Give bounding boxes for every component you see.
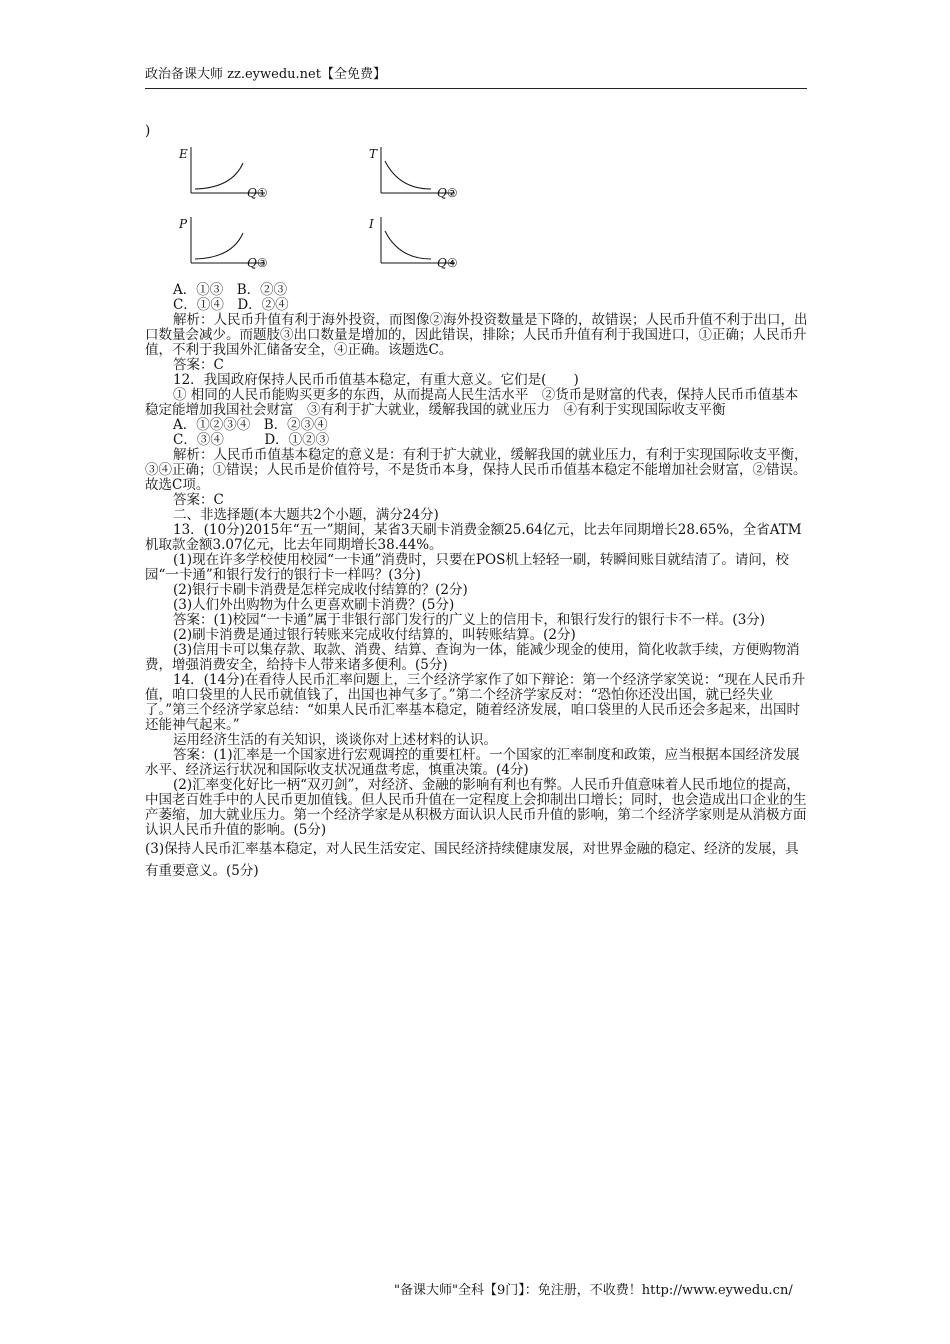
q11-options-ab: A．①③ B．②③ bbox=[173, 282, 288, 298]
q11-options-cd: C．①④ D．②④ bbox=[173, 297, 289, 313]
graph-1 bbox=[177, 143, 287, 205]
graph-3-plot bbox=[177, 213, 287, 275]
graph-2 bbox=[367, 143, 477, 205]
graph-4-x-label: Q④ bbox=[437, 256, 458, 270]
q13-answer-2: (2)刷卡消费是通过银行转账来完成收付结算的，叫转账结算。(2分) bbox=[173, 627, 576, 643]
graph-2-plot bbox=[367, 143, 477, 205]
page-header bbox=[145, 66, 807, 89]
q12-items: ① 相同的人民币能购买更多的东西，从而提高人民生活水平 ②货币是财富的代表，保持人民币币值基本稳定能增加我国社会财富 ③有利于扩大就业，缓解我国的就业压力 ④有利于实现国际收支平衡 bbox=[145, 387, 799, 418]
header-text: 政治备课大师 zz.eywedu.net【全免费】 bbox=[145, 67, 386, 82]
q13-sub-1: (1)现在许多学校使用校园“一卡通”消费时，只要在POS机上轻轻一刷，转瞬间账目就结清了。请问，校园“一卡通”和银行发行的银行卡一样吗？(3分) bbox=[145, 552, 789, 583]
question-fragment: ) bbox=[145, 123, 151, 139]
graph-4-plot bbox=[367, 213, 477, 275]
graph-3-y-label: P bbox=[179, 217, 188, 231]
graph-3-x-label: Q③ bbox=[247, 256, 268, 270]
q12-analysis: 解析：人民币币值基本稳定的意义是：有利于扩大就业，缓解我国的就业压力，有利于实现国际收支平衡，③④正确；①错误；人民币是价值符号，不是货币本身，保持人民币币值基本稳定不能增加社会财富，②错误。故选C项。 bbox=[145, 447, 808, 493]
footer-text: "备课大师"全科【9门】：免注册，不收费！http://www.eywedu.cn/ bbox=[394, 1283, 793, 1298]
graph-2-x-label: Q② bbox=[437, 186, 458, 200]
document-body bbox=[145, 124, 810, 882]
q13-answer-1: 答案：(1)校园“一卡通”属于非银行部门发行的广义上的信用卡，和银行发行的银行卡不一样。(3分) bbox=[173, 612, 766, 628]
q12-options-cd: C．③④ D．①②③ bbox=[173, 432, 330, 448]
q14-answer-2: (2)汇率变化好比一柄“双刃剑”，对经济、金融的影响有利也有弊。人民币升值意味着人民币地位的提高，中国老百姓手中的人民币更加值钱。但人民币升值在一定程度上会抑制出口增长；同时，也会造成出口企业的生产萎缩，加大就业压力。第一个经济学家是从积极方面认识人民币升值的影响，第二个经济学家则是从消极方面认识人民币升值的影响。(5分) bbox=[145, 777, 807, 838]
graph-3 bbox=[177, 213, 287, 275]
q13-sub-3: (3)人们外出购物为什么更喜欢刷卡消费？(5分) bbox=[173, 597, 455, 613]
q14-answer-1: 答案：(1)汇率是一个国家进行宏观调控的重要杠杆。一个国家的汇率制度和政策，应当根据本国经济发展水平、经济运行状况和国际收支状况通盘考虑，慎重决策。(4分) bbox=[145, 747, 800, 778]
q11-analysis: 解析：人民币升值有利于海外投资，而图像②海外投资数量是下降的，故错误；人民币升值不利于出口，出口数量会减少。而题肢③出口数量是增加的，因此错误，排除；人民币升值有利于我国进口，①正确；人民币升值，不利于我国外汇储备安全，④正确。该题选C。 bbox=[145, 312, 808, 358]
page-footer bbox=[394, 1279, 793, 1298]
graph-1-plot bbox=[177, 143, 287, 205]
q13-sub-2: (2)银行卡刷卡消费是怎样完成收付结算的？(2分) bbox=[173, 582, 468, 598]
q12-answer: 答案：C bbox=[173, 492, 224, 508]
q13-stem: 13．(10分)2015年“五一”期间，某省3天刷卡消费金额25.64亿元，比去年同期增长28.65%，全省ATM机取款金额3.07亿元，比去年同期增长38.44%。 bbox=[145, 522, 802, 553]
q14-stem: 14．(14分)在看待人民币汇率问题上，三个经济学家作了如下辩论：第一个经济学家笑说：“现在人民币升值，咱口袋里的人民币就值钱了，出国也神气多了。”第二个经济学家反对：“恐怕你还没出国，就已经失业了。”第三个经济学家总结：“如果人民币汇率基本稳定，随着经济发展，咱口袋里的人民币还会多起来，出国时还能神气起来。” bbox=[145, 672, 806, 733]
graph-2-y-label: T bbox=[369, 147, 378, 161]
section-2-heading: 二、非选择题(本大题共2个小题，满分24分) bbox=[173, 507, 439, 523]
q14-answer-3: (3)保持人民币汇率基本稳定，对人民生活安定、国民经济持续健康发展，对世界金融的稳定、经济的发展，具有重要意义。(5分) bbox=[145, 841, 799, 879]
q11-answer: 答案：C bbox=[173, 357, 224, 373]
graphs-group bbox=[145, 141, 810, 283]
q12-stem: 12．我国政府保持人民币币值基本稳定，有重大意义。它们是( ) bbox=[173, 372, 579, 388]
graph-1-y-label: E bbox=[179, 147, 188, 161]
graph-4-y-label: I bbox=[369, 217, 374, 231]
q12-options-ab: A．①②③④ B．②③④ bbox=[173, 417, 328, 433]
graph-1-x-label: Q① bbox=[247, 186, 268, 200]
q13-answer-3: (3)信用卡可以集存款、取款、消费、结算、查询为一体，能减少现金的使用，简化收款手续，方便购物消费，增强消费安全，给持卡人带来诸多便利。(5分) bbox=[145, 642, 800, 673]
graph-4 bbox=[367, 213, 477, 275]
q14-task: 运用经济生活的有关知识，谈谈你对上述材料的认识。 bbox=[173, 732, 497, 748]
